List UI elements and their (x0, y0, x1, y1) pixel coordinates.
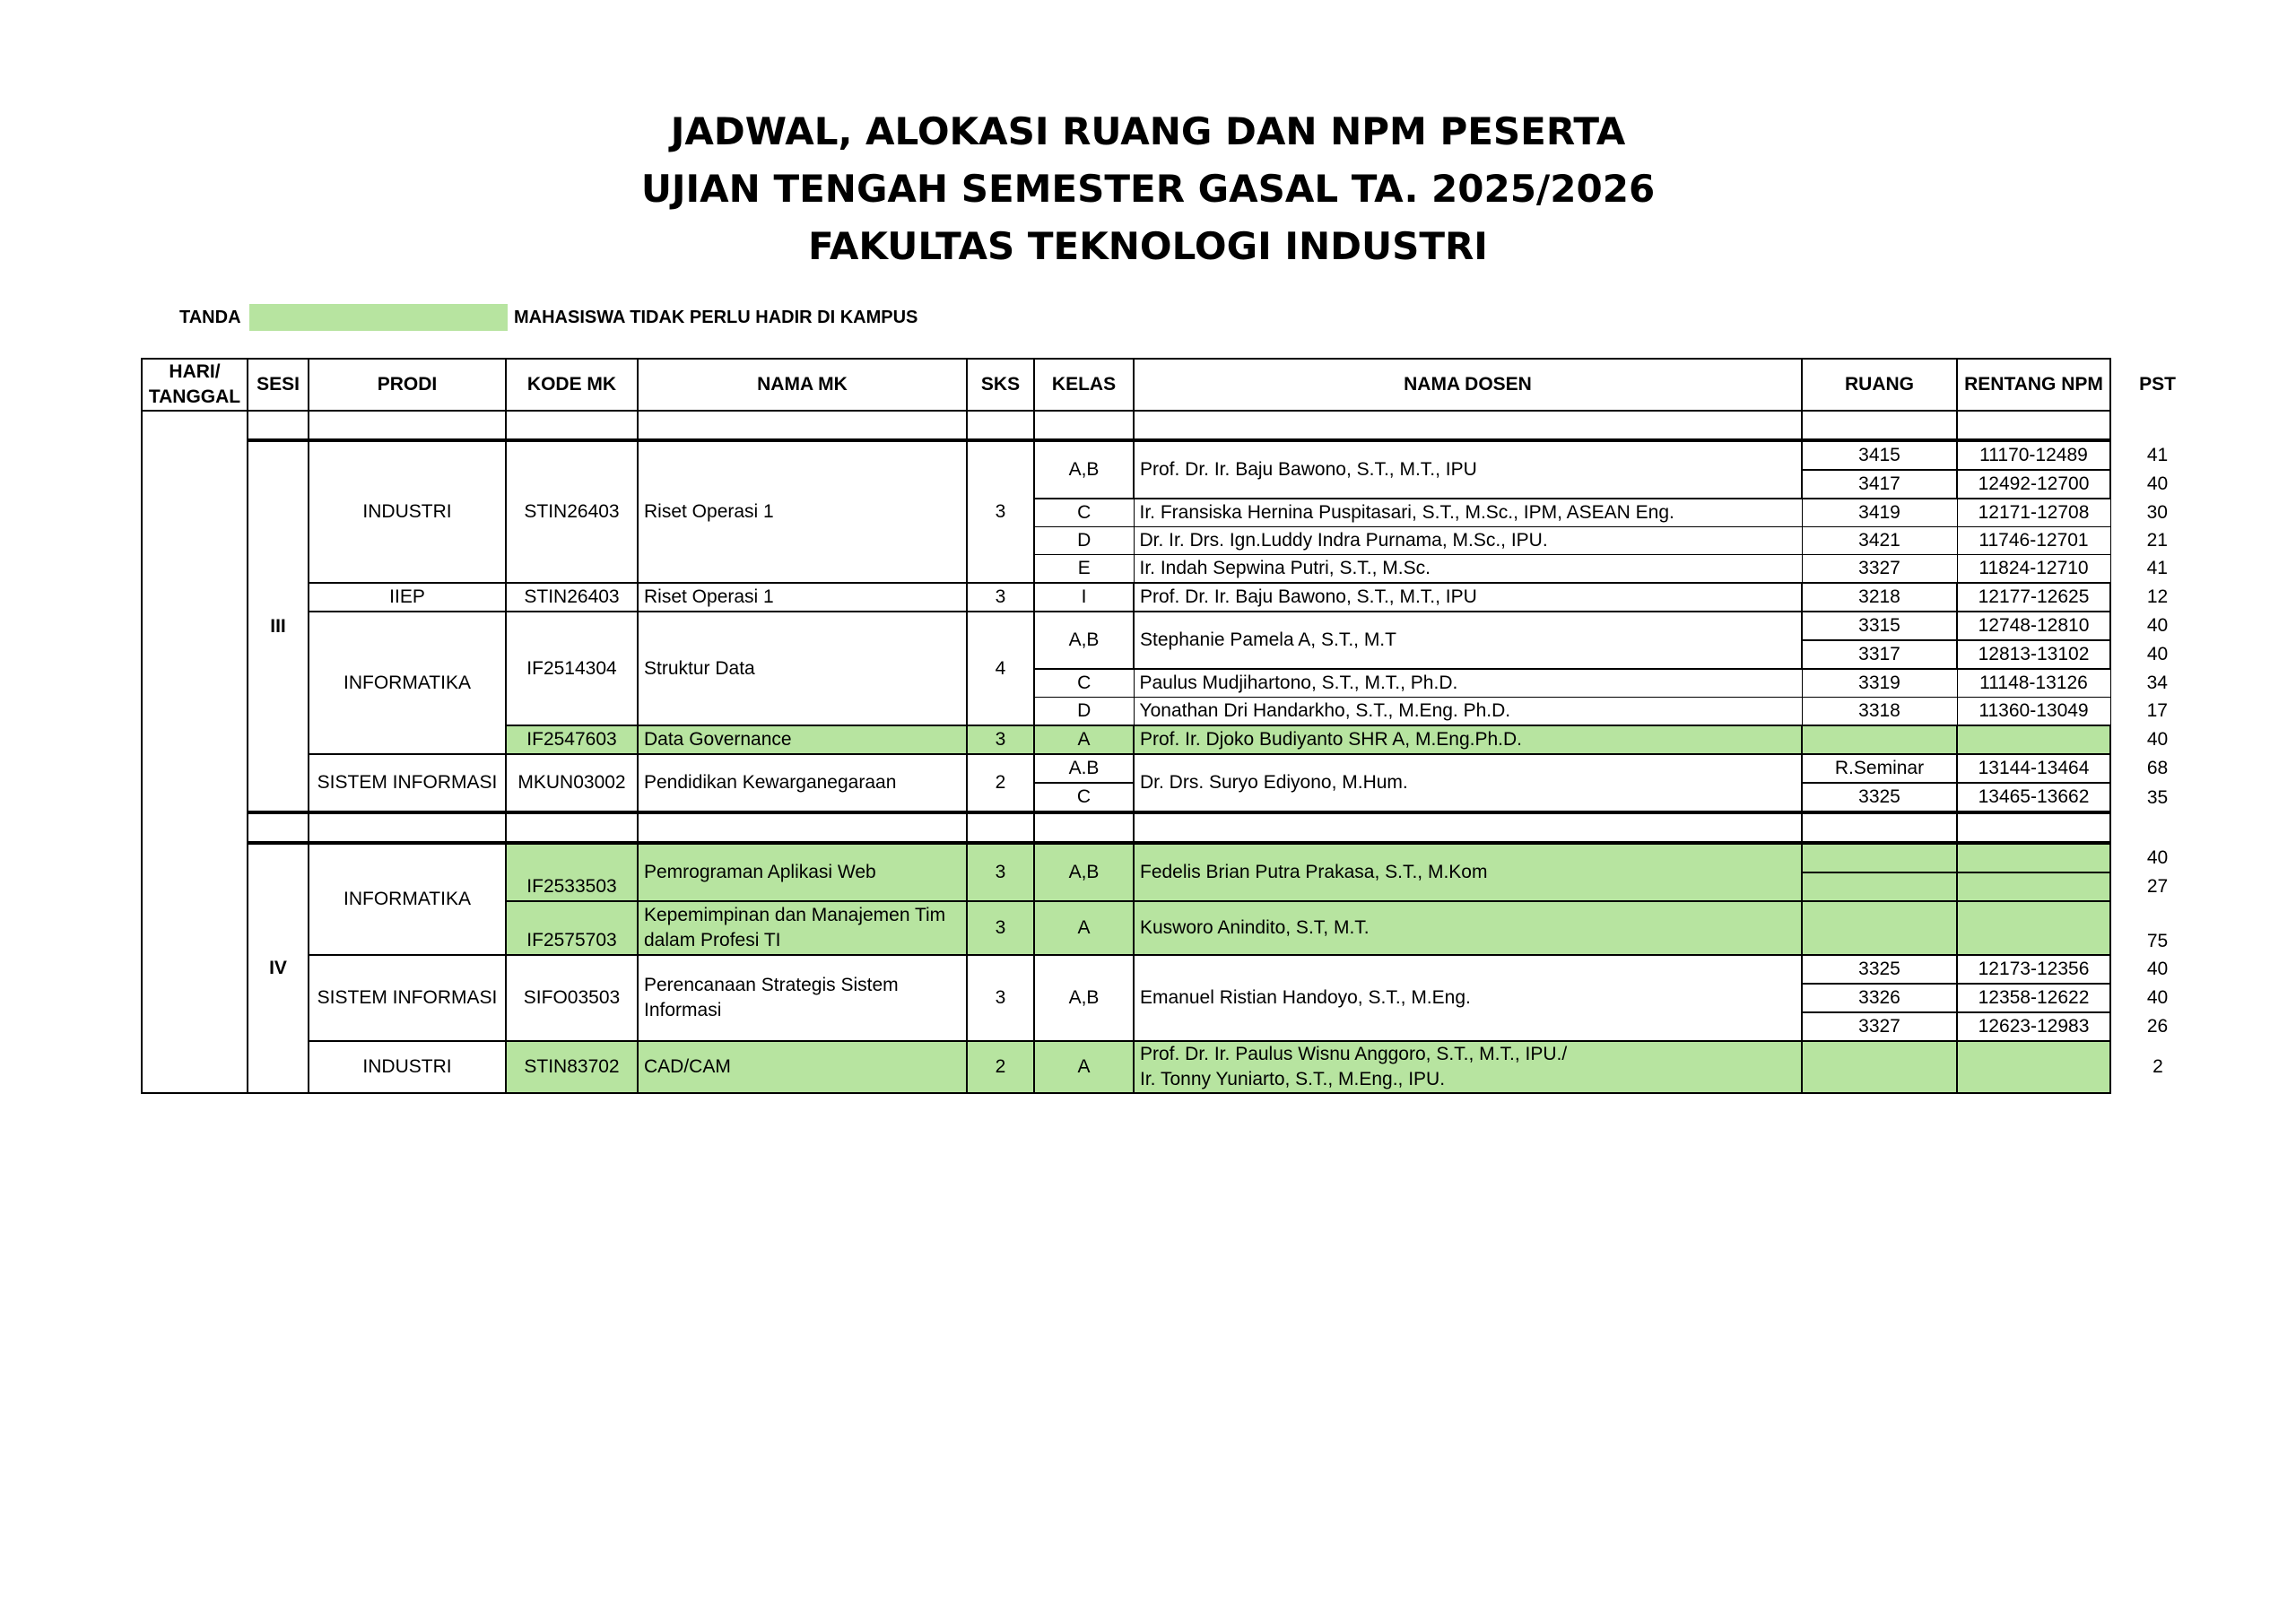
dosen-cell: Prof. Dr. Ir. Baju Bawono, S.T., M.T., IPU (1134, 440, 1802, 499)
ruang-cell: 3325 (1802, 783, 1957, 812)
table-row (142, 843, 2205, 872)
header-prodi: PRODI (309, 359, 506, 411)
npm-cell: 11746-12701 (1957, 527, 2110, 555)
npm-cell: 12171-12708 (1957, 499, 2110, 527)
dosen-cell: Stephanie Pamela A, S.T., M.T (1134, 612, 1802, 669)
pst-cell: 34 (2146, 672, 2168, 693)
sks-cell: 3 (967, 955, 1034, 1041)
prodi-cell: INFORMATIKA (309, 843, 506, 955)
kelas-cell: A,B (1034, 612, 1134, 669)
nama-mk-cell: Struktur Data (638, 612, 967, 725)
pst-cell: 40 (2146, 846, 2169, 868)
kelas-cell: A,B (1034, 955, 1134, 1041)
npm-cell: 12623-12983 (1957, 1012, 2110, 1041)
table-row (142, 955, 2205, 984)
table-row (142, 440, 2205, 470)
nama-mk-cell: Riset Operasi 1 (638, 440, 967, 583)
header-row (142, 359, 2205, 411)
kode-mk-cell: STIN26403 (506, 440, 638, 583)
npm-cell: 13144-13464 (1957, 754, 2110, 783)
npm-cell: 11170-12489 (1957, 440, 2110, 470)
nama-mk-cell: Pemrograman Aplikasi Web (638, 843, 967, 901)
pst-cell: 75 (2146, 931, 2169, 951)
header-ruang: RUANG (1802, 359, 1957, 411)
pst-cell: 30 (2146, 501, 2168, 523)
ruang-cell: 3327 (1802, 1012, 1957, 1041)
ruang-cell: 3417 (1802, 470, 1957, 499)
legend-swatch (249, 304, 508, 331)
sks-cell: 3 (967, 901, 1034, 955)
sesi-cell: III (248, 440, 309, 812)
prodi-cell: INDUSTRI (309, 1041, 506, 1093)
pst-cell: 26 (2146, 1016, 2169, 1037)
prodi-cell: SISTEM INFORMASI (309, 754, 506, 812)
pst-cell: 40 (2146, 959, 2169, 979)
ruang-cell: 3421 (1802, 527, 1957, 555)
ruang-cell: 3325 (1802, 955, 1957, 984)
header-pst: PST (2139, 374, 2176, 395)
header-sesi: SESI (248, 359, 309, 411)
sks-cell: 4 (967, 612, 1034, 725)
npm-cell: 11360-13049 (1957, 698, 2110, 726)
dosen-cell: Prof. Ir. Djoko Budiyanto SHR A, M.Eng.Ph.D. (1134, 725, 1802, 754)
dosen-cell: Emanuel Ristian Handoyo, S.T., M.Eng. (1134, 955, 1802, 1041)
spacer-row (142, 411, 2205, 440)
nama-mk-cell: Kepemimpinan dan Manajemen Tim dalam Profesi TI (638, 901, 967, 955)
pst-cell: 2 (2152, 1056, 2163, 1077)
legend-desc: MAHASISWA TIDAK PERLU HADIR DI KAMPUS (514, 308, 918, 327)
dosen-cell: Prof. Dr. Ir. Baju Bawono, S.T., M.T., IPU (1134, 583, 1802, 612)
kode-mk-cell: IF2533503 (506, 843, 638, 901)
spacer-row (142, 812, 2205, 843)
kelas-cell: A.B (1034, 754, 1134, 783)
kode-mk-cell: IF2514304 (506, 612, 638, 725)
prodi-cell: INFORMATIKA (309, 612, 506, 754)
ruang-cell: 3218 (1802, 583, 1957, 612)
kelas-cell: C (1034, 669, 1134, 698)
sks-cell: 3 (967, 725, 1034, 754)
npm-cell: 12358-12622 (1957, 984, 2110, 1012)
legend-tanda: TANDA (179, 308, 241, 327)
pst-cell: 17 (2146, 700, 2168, 722)
npm-cell: 12813-13102 (1957, 640, 2110, 669)
prodi-cell: INDUSTRI (309, 440, 506, 583)
npm-cell: 12492-12700 (1957, 470, 2110, 499)
kode-mk-cell: MKUN03002 (506, 754, 638, 812)
header-kelas: KELAS (1034, 359, 1134, 411)
table-row (142, 583, 2205, 612)
dosen-cell: Paulus Mudjihartono, S.T., M.T., Ph.D. (1134, 669, 1802, 698)
dosen-cell: Ir. Fransiska Hernina Puspitasari, S.T., M.Sc., IPM, ASEAN Eng. (1134, 499, 1802, 527)
kelas-cell: C (1034, 783, 1134, 812)
dosen-line-2: Ir. Tonny Yuniarto, S.T., M.Eng., IPU. (1140, 1069, 1446, 1089)
kelas-cell: E (1034, 555, 1134, 584)
pst-cell: 40 (2146, 473, 2169, 494)
header-rentang-npm: RENTANG NPM (1957, 359, 2110, 411)
dosen-cell (1134, 1041, 1802, 1093)
pst-cell: 35 (2146, 786, 2169, 808)
sks-cell: 3 (967, 583, 1034, 612)
dosen-cell: Kusworo Anindito, S.T, M.T. (1134, 901, 1802, 955)
pst-cell: 40 (2146, 615, 2169, 636)
kelas-cell: A (1034, 1041, 1134, 1093)
nama-mk-cell: Data Governance (638, 725, 967, 754)
nama-mk-cell: Perencanaan Strategis Sistem Informasi (638, 955, 967, 1041)
nama-mk-cell: Pendidikan Kewarganegaraan (638, 754, 967, 812)
hari-tanggal-cell (142, 411, 248, 1093)
kelas-cell: A (1034, 901, 1134, 955)
pst-cell: 21 (2146, 530, 2168, 551)
kelas-cell: D (1034, 698, 1134, 726)
npm-cell: 12173-12356 (1957, 955, 2110, 984)
dosen-cell: Fedelis Brian Putra Prakasa, S.T., M.Kom (1134, 843, 1802, 901)
dosen-cell: Yonathan Dri Handarkho, S.T., M.Eng. Ph.D. (1134, 698, 1802, 726)
nama-mk-cell: Riset Operasi 1 (638, 583, 967, 612)
ruang-cell: 3415 (1802, 440, 1957, 470)
pst-cell: 40 (2146, 644, 2169, 664)
dosen-cell: Dr. Ir. Drs. Ign.Luddy Indra Purnama, M.Sc., IPU. (1134, 527, 1802, 555)
pst-cell: 40 (2146, 987, 2169, 1008)
kelas-cell: A (1034, 725, 1134, 754)
kelas-cell: A,B (1034, 843, 1134, 901)
npm-cell: 12748-12810 (1957, 612, 2110, 640)
schedule-table (141, 358, 2205, 1094)
ruang-cell: 3327 (1802, 555, 1957, 584)
ruang-cell: 3319 (1802, 669, 1957, 698)
npm-cell: 12177-12625 (1957, 583, 2110, 612)
kelas-cell: A,B (1034, 440, 1134, 499)
ruang-cell: 3317 (1802, 640, 1957, 669)
ruang-cell: R.Seminar (1802, 754, 1957, 783)
title-line-3: FAKULTAS TEKNOLOGI INDUSTRI (808, 224, 1488, 268)
sesi-cell: IV (248, 843, 309, 1093)
table-row (142, 612, 2205, 640)
kode-mk-cell: IF2575703 (506, 901, 638, 955)
title-line-2: UJIAN TENGAH SEMESTER GASAL TA. 2025/2026 (640, 167, 1656, 211)
ruang-cell: 3318 (1802, 698, 1957, 726)
kode-mk-cell: SIFO03503 (506, 955, 638, 1041)
dosen-line-1: Prof. Dr. Ir. Paulus Wisnu Anggoro, S.T., M.T., IPU./ (1140, 1044, 1568, 1064)
dosen-cell: Dr. Drs. Suryo Ediyono, M.Hum. (1134, 754, 1802, 812)
nama-mk-cell: CAD/CAM (638, 1041, 967, 1093)
ruang-cell: 3326 (1802, 984, 1957, 1012)
kode-mk-cell: IF2547603 (506, 725, 638, 754)
table-row (142, 1041, 2205, 1093)
pst-cell: 27 (2146, 876, 2169, 897)
sks-cell: 3 (967, 440, 1034, 583)
npm-cell: 13465-13662 (1957, 783, 2110, 812)
ruang-cell: 3315 (1802, 612, 1957, 640)
pst-cell: 68 (2146, 758, 2169, 778)
header-kode-mk: KODE MK (506, 359, 638, 411)
npm-cell: 11824-12710 (1957, 555, 2110, 584)
header-hari-tanggal: HARI/ TANGGAL (142, 359, 248, 411)
table-row (142, 754, 2205, 783)
npm-cell: 11148-13126 (1957, 669, 2110, 698)
pst-cell: 41 (2146, 558, 2168, 579)
pst-cell: 40 (2146, 729, 2169, 750)
dosen-cell: Ir. Indah Sepwina Putri, S.T., M.Sc. (1134, 555, 1802, 584)
prodi-cell: SISTEM INFORMASI (309, 955, 506, 1041)
kelas-cell: C (1034, 499, 1134, 527)
header-nama-dosen: NAMA DOSEN (1134, 359, 1802, 411)
sks-cell: 2 (967, 754, 1034, 812)
header-sks: SKS (967, 359, 1034, 411)
pst-cell: 12 (2146, 586, 2169, 607)
prodi-cell: IIEP (309, 583, 506, 612)
kode-mk-cell: STIN26403 (506, 583, 638, 612)
pst-cell: 41 (2146, 444, 2169, 465)
kelas-cell: D (1034, 527, 1134, 555)
kode-mk-cell: STIN83702 (506, 1041, 638, 1093)
header-nama-mk: NAMA MK (638, 359, 967, 411)
sks-cell: 3 (967, 843, 1034, 901)
title-line-1: JADWAL, ALOKASI RUANG DAN NPM PESERTA (670, 109, 1626, 153)
sks-cell: 2 (967, 1041, 1034, 1093)
ruang-cell: 3419 (1802, 499, 1957, 527)
kelas-cell: I (1034, 583, 1134, 612)
